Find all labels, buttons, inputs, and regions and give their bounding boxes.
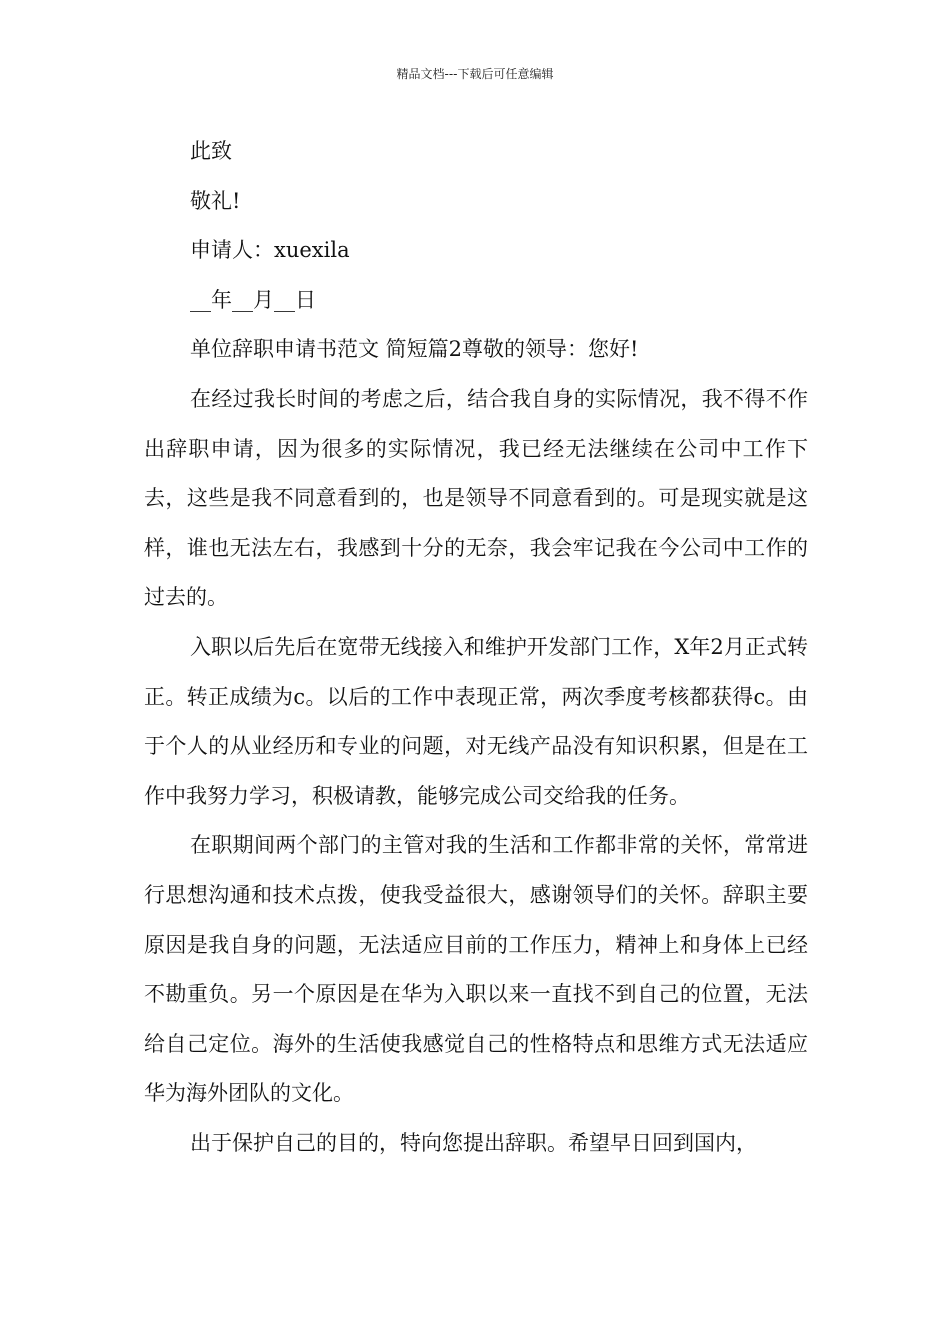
closing-respect: 敬礼! (190, 188, 241, 213)
paragraph-1: 在经过我长时间的考虑之后，结合我自身的实际情况，我不得不作出辞职申请，因为很多的实际情况，我已经无法继续在公司中工作下去，这些是我不同意看到的，也是领导不同意看到的。可是现实就是这样，谁也无法左右，我感到十分的无奈，我会牢记我在今公司中工作的过去的。 (144, 386, 808, 610)
paragraph-4: 出于保护自己的目的，特向您提出辞职。希望早日回到国内， (190, 1130, 757, 1155)
applicant-line: 申请人：xuexila (190, 238, 350, 263)
date-line: __年__月__日 (190, 287, 316, 312)
document-body (144, 127, 808, 1168)
paragraph-2: 入职以后先后在宽带无线接入和维护开发部门工作，X年2月正式转正。转正成绩为c。以后的工作中表现正常，两次季度考核都获得c。由于个人的从业经历和专业的问题，对无线产品没有知识积累，但是在工作中我努力学习，积极请教，能够完成公司交给我的任务。 (144, 634, 808, 808)
closing-salutation: 此致 (190, 139, 232, 163)
letter-title-line: 单位辞职申请书范文 简短篇2尊敬的领导：您好! (190, 337, 639, 362)
page-header: 精品文档---下载后可任意编辑 (396, 67, 554, 81)
paragraph-3: 在职期间两个部门的主管对我的生活和工作都非常的关怀，常常进行思想沟通和技术点拨，使我受益很大，感谢领导们的关怀。辞职主要原因是我自身的问题，无法适应目前的工作压力，精神上和身体上已经不勘重负。另一个原因是在华为入职以来一直找不到自己的位置，无法给自己定位。海外的生活使我感觉自己的性格特点和思维方式无法适应华为海外团队的文化。 (144, 833, 808, 1106)
